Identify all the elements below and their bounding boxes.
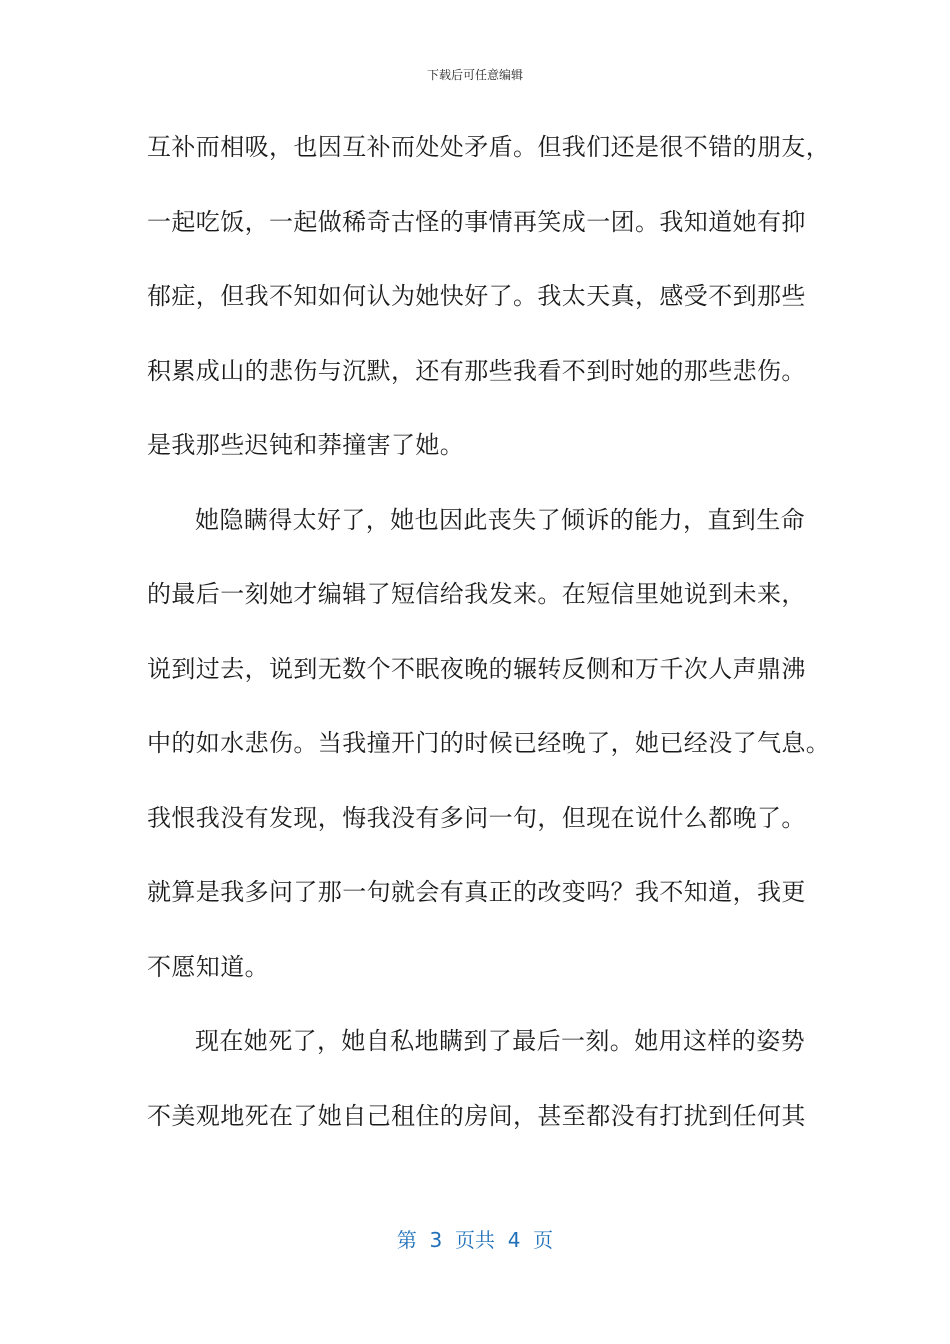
body-line: 说到过去，说到无数个不眠夜晚的辗转反侧和万千次人声鼎沸 bbox=[147, 654, 806, 683]
document-body bbox=[147, 122, 831, 1165]
body-line: 一起吃饭，一起做稀奇古怪的事情再笑成一团。我知道她有抑 bbox=[147, 207, 806, 236]
body-line: 互补而相吸，也因互补而处处矛盾。但我们还是很不错的朋友， bbox=[147, 133, 831, 161]
page-number-footer: 第 3 页共 4 页 bbox=[396, 1228, 554, 1252]
body-line: 我恨我没有发现，悔我没有多问一句，但现在说什么都晚了。 bbox=[147, 803, 806, 832]
body-line: 的最后一刻她才编辑了短信给我发来。在短信里她说到未来， bbox=[147, 580, 806, 608]
body-line: 积累成山的悲伤与沉默，还有那些我看不到时她的那些悲伤。 bbox=[147, 356, 806, 385]
body-line: 郁症，但我不知如何认为她快好了。我太天真，感受不到那些 bbox=[147, 282, 806, 310]
paragraph-start-line: 现在她死了，她自私地瞒到了最后一刻。她用这样的姿势 bbox=[195, 1027, 805, 1055]
paragraph-start-line: 她隐瞒得太好了，她也因此丧失了倾诉的能力，直到生命 bbox=[195, 505, 805, 534]
body-line: 中的如水悲伤。当我撞开门的时候已经晚了，她已经没了气息。 bbox=[147, 729, 831, 757]
body-line: 不愿知道。 bbox=[147, 952, 269, 981]
page-header: 下载后可任意编辑 bbox=[426, 68, 523, 82]
body-line: 就算是我多问了那一句就会有真正的改变吗？我不知道，我更 bbox=[147, 878, 806, 906]
body-line: 不美观地死在了她自己租住的房间，甚至都没有打扰到任何其 bbox=[147, 1101, 806, 1130]
body-line: 是我那些迟钝和莽撞害了她。 bbox=[147, 431, 465, 459]
